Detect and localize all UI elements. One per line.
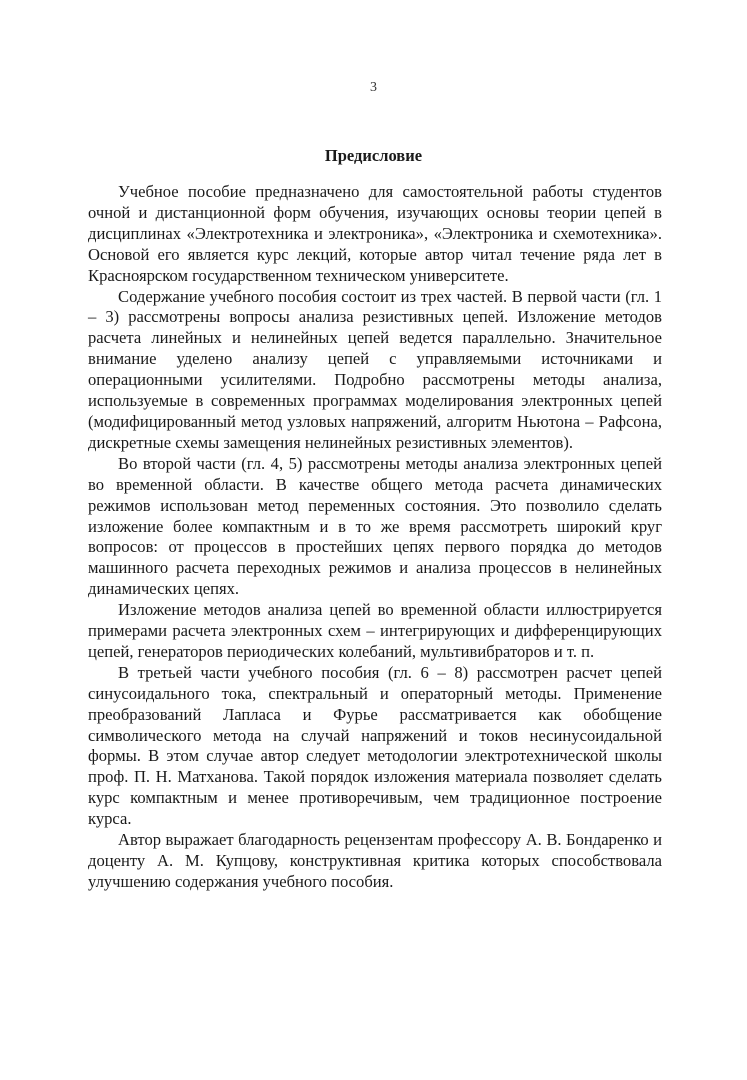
paragraph-part-two: Во второй части (гл. 4, 5) рассмотрены методы анализа электронных цепей во временной области. В качестве общего метода расчета динамических режимов использован метод переменных состояния. Это позволило сделать изложение более компактным и в то же время рассмотреть широкий круг вопросов: от процессов в простейших цепях первого порядка до методов машинного расчета переходных режимов и анализа процессов в нелинейных динамических цепях.	[88, 453, 662, 599]
paragraph-part-three: В третьей части учебного пособия (гл. 6 – 8) рассмотрен расчет цепей синусоидального тока, спектральный и операторный методы. Применение преобразований Лапласа и Фурье рассматривается как обобщение символического метода на случай напряжений и токов несинусоидальной формы. В этом случае автор следует методологии электротехнической школы проф. П. Н. Матханова. Такой порядок изложения материала позволяет сделать курс компактным и менее противоречивым, чем традиционное построение курса.	[88, 662, 662, 829]
page-number: 3	[370, 80, 377, 95]
paragraph-part-one: Содержание учебного пособия состоит из трех частей. В первой части (гл. 1 – 3) рассмотрены вопросы анализа резистивных цепей. Изложение методов расчета линейных и нелинейных цепей ведется параллельно. Значительное внимание уделено анализу цепей с управляемыми источниками и операционными усилителями. Подробно рассмотрены методы анализа, используемые в современных программах моделирования электронных цепей (модифицированный метод узловых напряжений, алгоритм Ньютона – Рафсона, дискретные схемы замещения нелинейных резистивных элементов).	[88, 286, 662, 452]
page-title: Предисловие	[324, 146, 423, 165]
paragraph-acknowledgement: Автор выражает благодарность рецензентам профессору А. В. Бондаренко и доценту А. М. Купцову, конструктивная критика которых способствовала улучшению содержания учебного пособия.	[88, 830, 662, 891]
paragraph-time-domain-examples: Изложение методов анализа цепей во временной области иллюстрируется примерами расчета электронных схем – интегрирующих и дифференцирующих цепей, генераторов периодических колебаний, мультивибраторов и т. п.	[88, 600, 662, 661]
paragraph-purpose: Учебное пособие предназначено для самостоятельной работы студентов очной и дистанционной форм обучения, изучающих основы теории цепей в дисциплинах «Электротехника и электроника», «Электроника и схемотехника». Основой его является курс лекций, которые автор читал течение ряда лет в Красноярском государственном техническом университете.	[88, 182, 662, 285]
body-text	[88, 182, 662, 893]
